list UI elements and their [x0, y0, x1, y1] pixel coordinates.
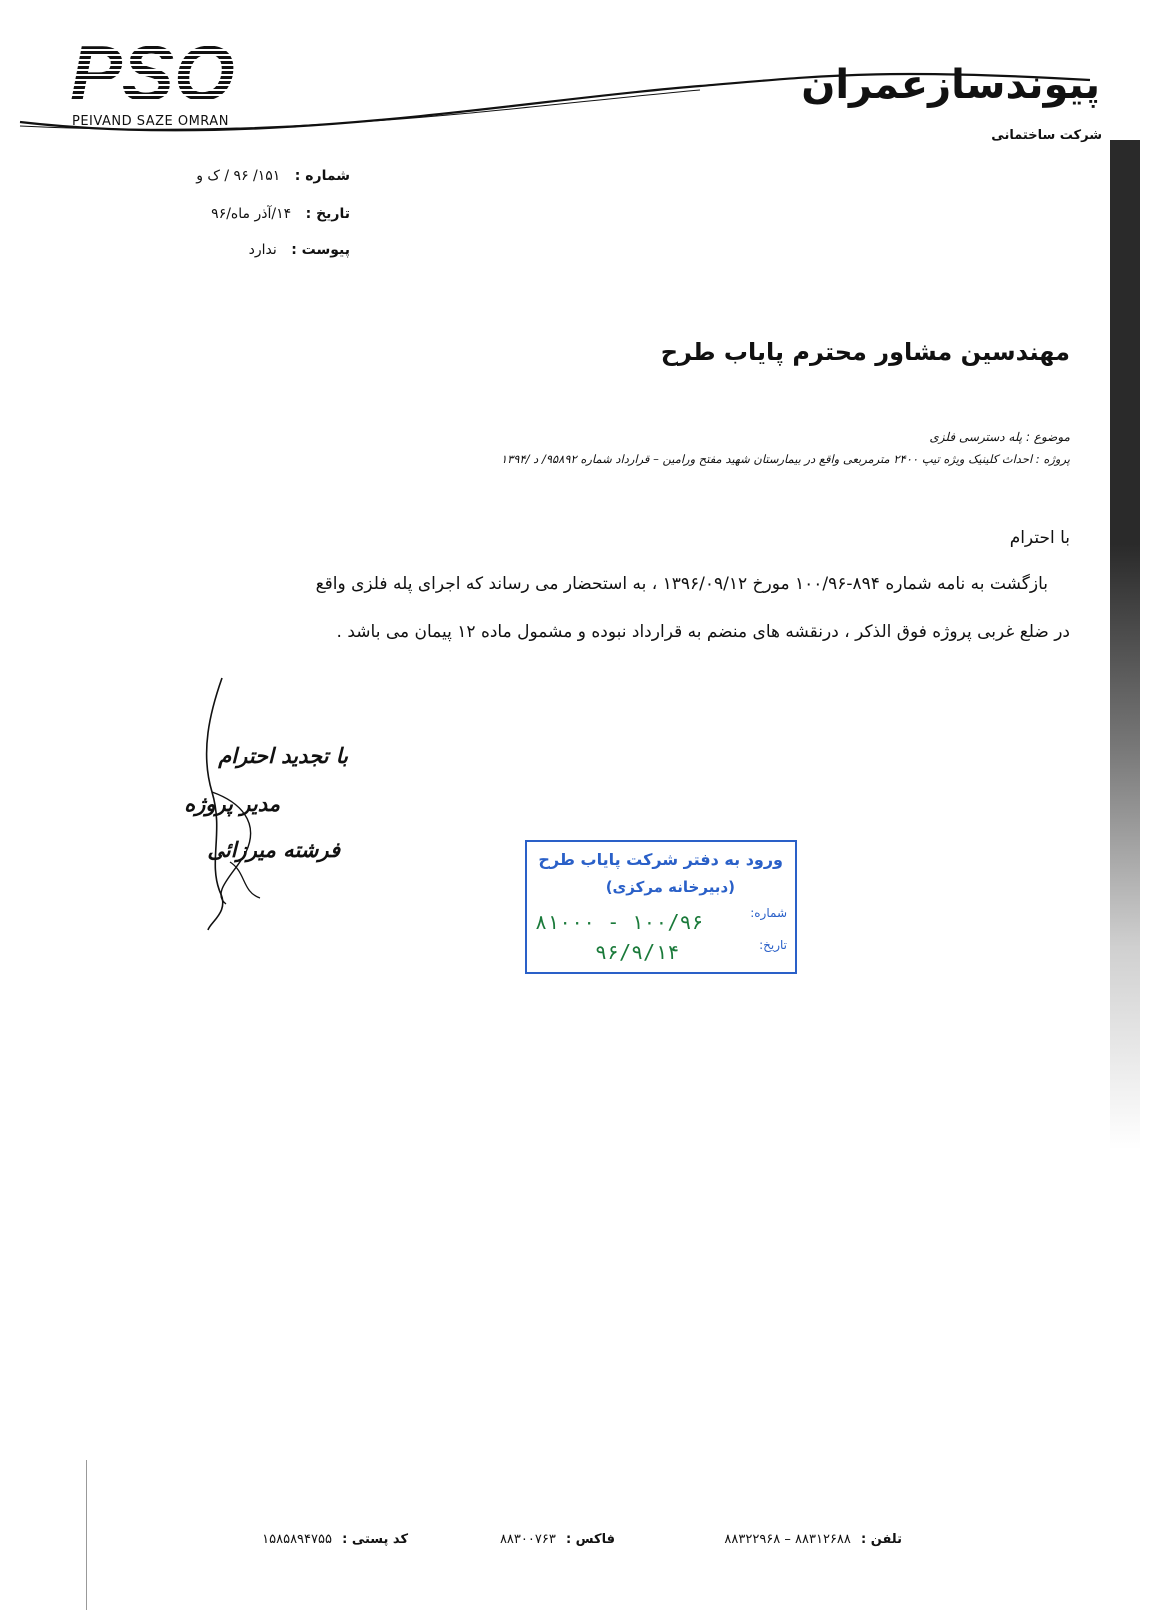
stamp-subtitle: (دبیرخانه مرکزی)	[605, 878, 735, 896]
meta-date-value: ۱۴/آذر ماه/۹۶	[211, 206, 292, 222]
meta-attachment-value: ندارد	[248, 242, 277, 258]
reception-stamp	[525, 840, 797, 974]
company-logo	[70, 36, 255, 106]
logo-text: PSO	[70, 36, 235, 106]
brand-wordmark: پیوندسازعمران	[801, 62, 1100, 108]
recipient-heading: مهندسین مشاور محترم پایاب طرح	[660, 338, 1070, 366]
closing-regards: با تجدید احترام	[218, 744, 348, 768]
meta-attachment-label: پیوست :	[291, 242, 350, 258]
footer-postal-code	[262, 1532, 408, 1547]
meta-number-label: شماره :	[294, 168, 350, 184]
project-line: پروژه : احداث کلینیک ویژه تیپ ۲۴۰۰ مترمربعی واقع در بیمارستان شهید مفتح ورامین – قرارداد شماره ۹۵۸۹۲/ د /۱۳۹۴	[500, 452, 1070, 466]
brand-subtitle: شرکت ساختمانی	[991, 128, 1102, 143]
meta-date	[211, 206, 350, 222]
greeting: با احترام	[1009, 528, 1070, 548]
subject-line: موضوع : پله دسترسی فلزی	[929, 430, 1070, 444]
body-paragraph-line-1: بازگشت به نامه شماره ۸۹۴-۱۰۰/۹۶ مورخ ۱۳۹۶/۰۹/۱۲ ، به استحضار می رساند که اجرای پله فلزی واقع	[315, 574, 1048, 594]
meta-attachment	[249, 242, 350, 258]
stamp-number-label: شماره:	[750, 906, 787, 920]
stamp-date-value: ۹۶/۹/۱۴	[595, 940, 680, 964]
body-paragraph-line-2: در ضلع غربی پروژه فوق الذکر ، درنقشه های منضم به قرارداد نبوده و مشمول ماده ۱۲ پیمان می باشد .	[336, 622, 1070, 642]
handwritten-signature	[150, 672, 290, 942]
footer-phone	[724, 1532, 902, 1547]
stamp-number-value: ۱۰۰/۹۶ - ۸۱۰۰۰	[535, 910, 704, 934]
footer-phone-value: ۸۸۳۱۲۶۸۸ – ۸۸۳۲۲۹۶۸	[724, 1532, 851, 1547]
meta-date-label: تاریخ :	[305, 206, 350, 222]
footer-divider	[86, 1460, 87, 1610]
footer-fax-value: ۸۸۳۰۰۷۶۳	[499, 1532, 556, 1547]
footer-postal-label: کد پستی :	[342, 1532, 408, 1547]
meta-number	[196, 168, 350, 184]
meta-number-value: ۱۵۱/ ۹۶ / ک و	[196, 168, 281, 184]
stamp-date-label: تاریخ:	[759, 938, 787, 952]
footer-phone-label: تلفن :	[861, 1532, 902, 1547]
closing-name: فرشته میرزائی	[207, 838, 340, 862]
closing-title: مدیر پروژه	[184, 792, 280, 816]
footer-fax-label: فاکس :	[565, 1532, 615, 1547]
side-decoration-bar	[1110, 140, 1140, 1150]
stamp-title: ورود به دفتر شرکت پایاب طرح	[538, 850, 783, 869]
footer-fax	[500, 1532, 615, 1547]
footer-postal-value: ۱۵۸۵۸۹۴۷۵۵	[262, 1532, 332, 1547]
logo-subtitle: PEIVAND SAZE OMRAN	[72, 114, 229, 129]
